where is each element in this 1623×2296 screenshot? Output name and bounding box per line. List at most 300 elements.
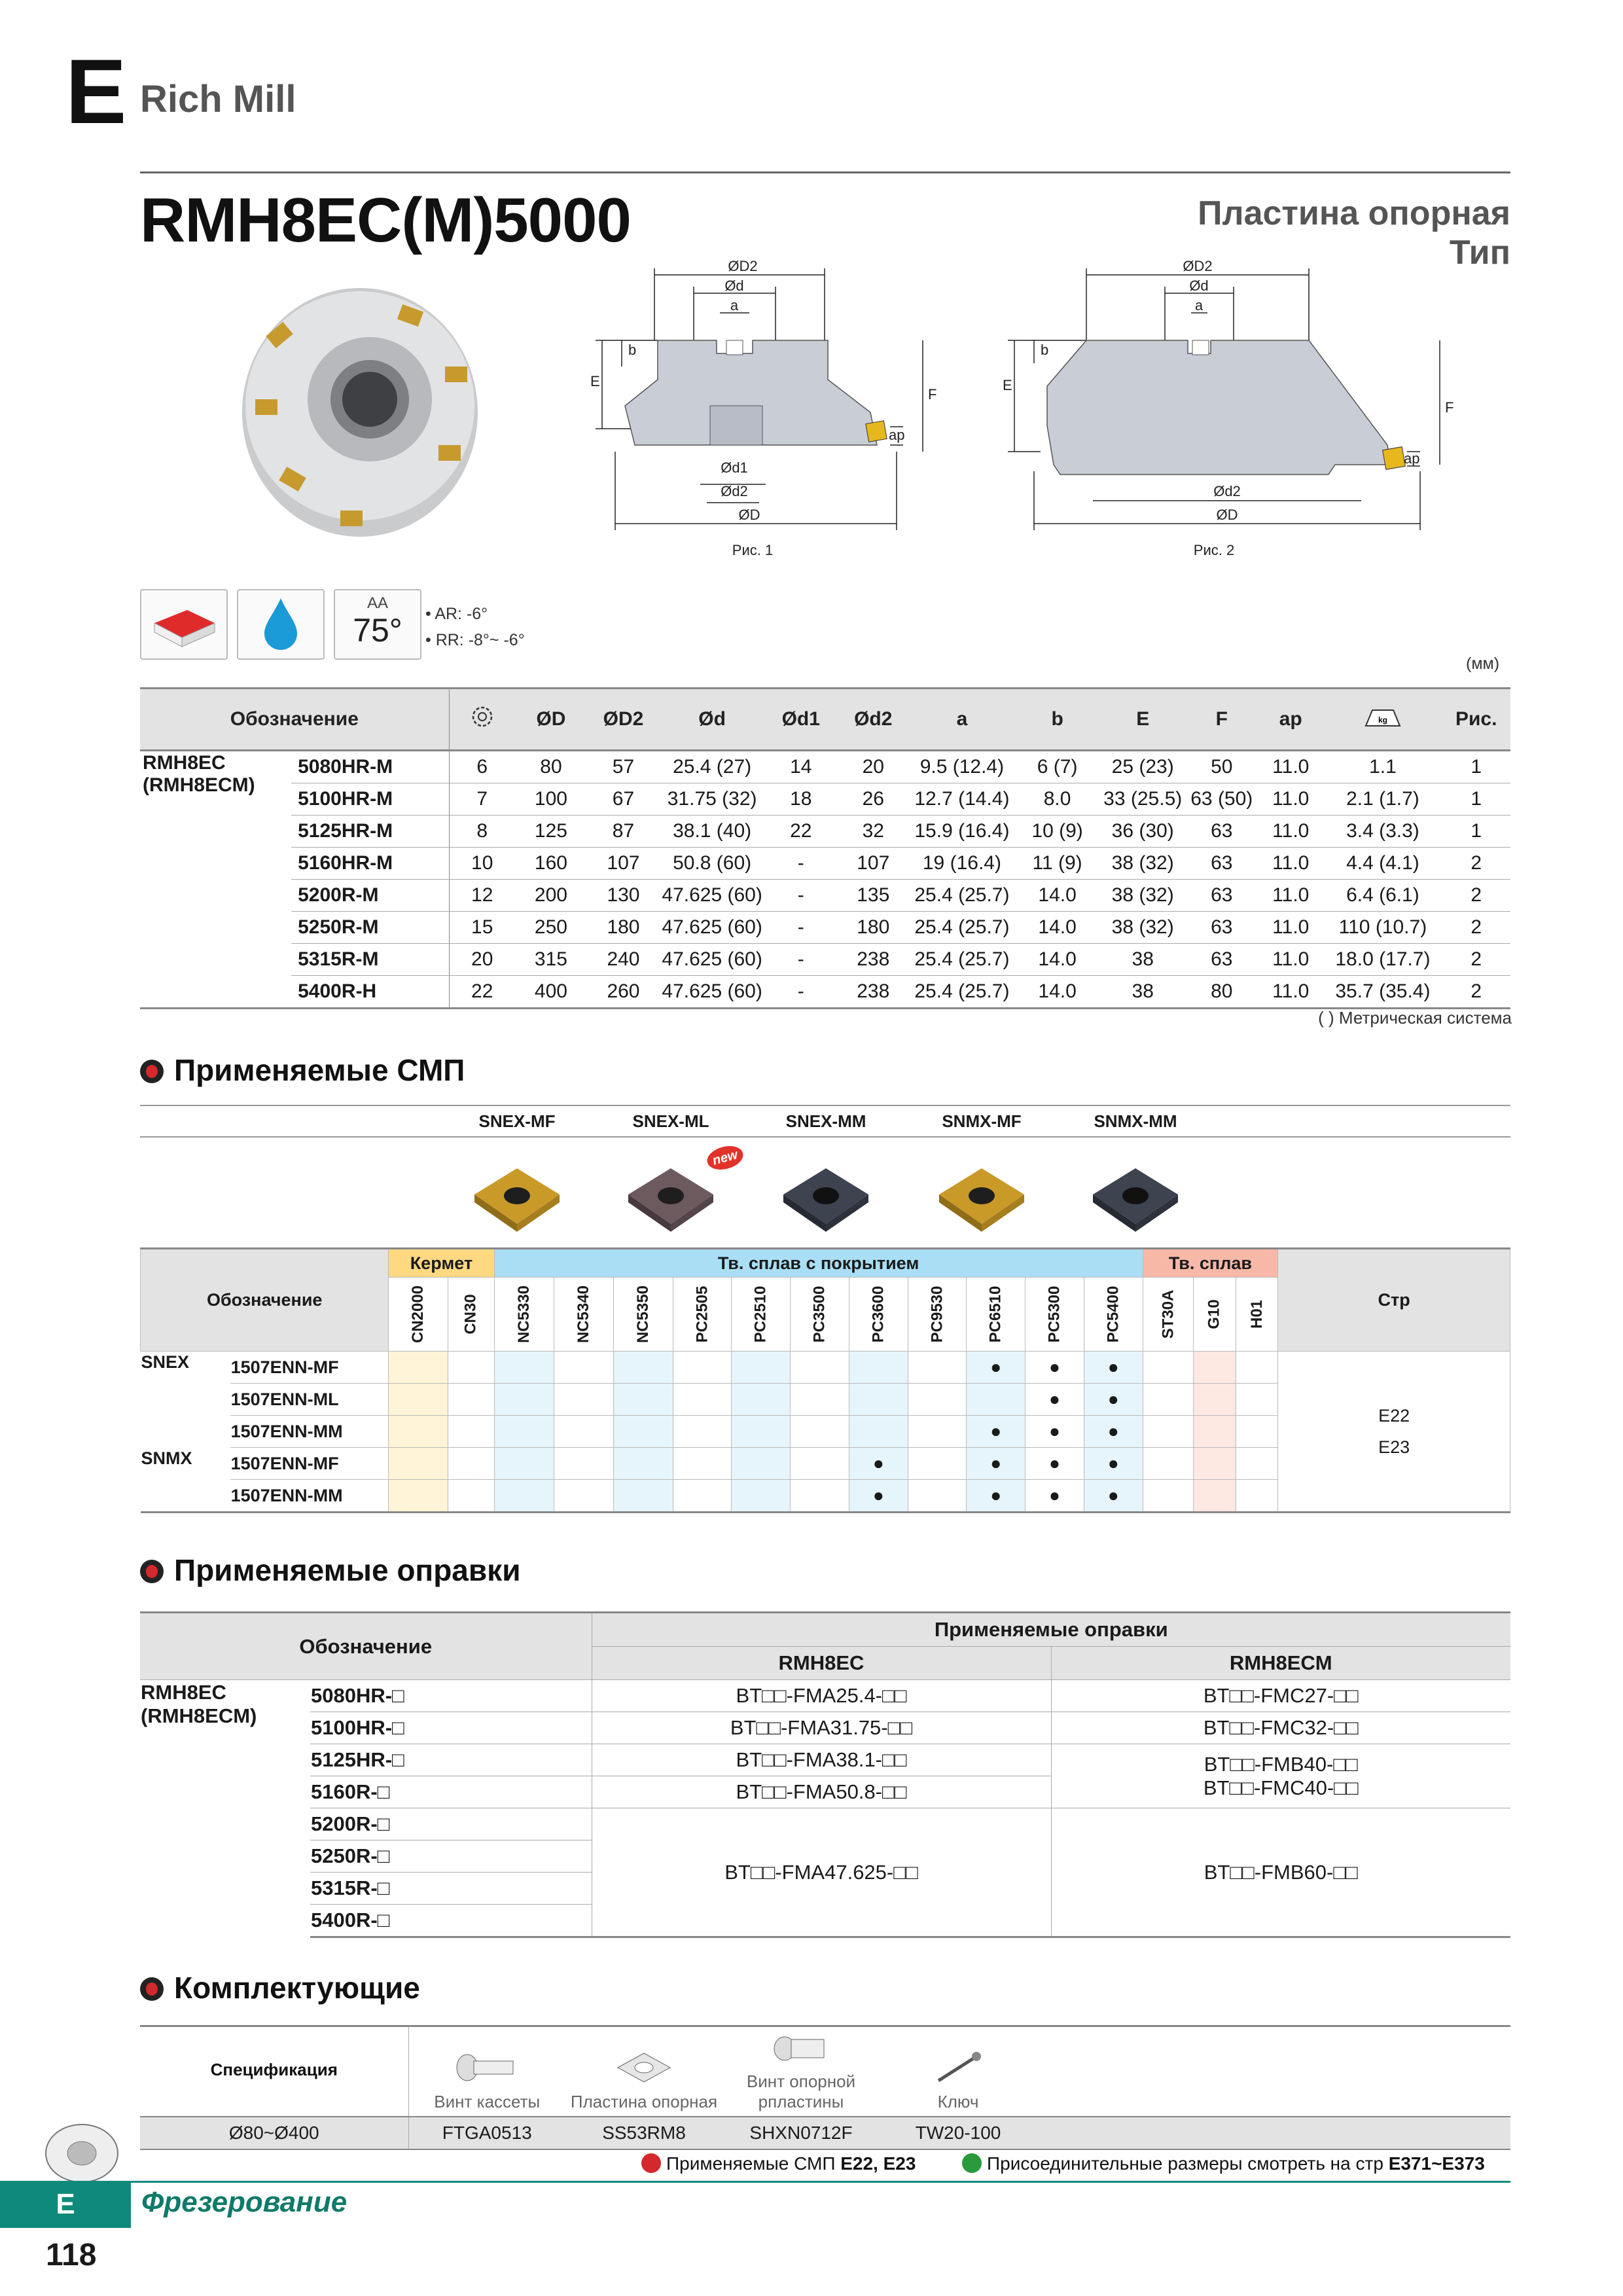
- grade-name: [389, 1278, 448, 1352]
- grade-cell: [1236, 1352, 1278, 1384]
- grade-cell: [732, 1480, 791, 1513]
- fig2-caption: Рис. 2: [1193, 542, 1235, 558]
- grade-cell: [494, 1352, 554, 1384]
- col-d: Ød: [660, 689, 765, 751]
- footer-note2-text: Присоединительные размеры смотреть на стр: [987, 2153, 1383, 2174]
- grade-name: [967, 1278, 1026, 1352]
- holder-ecm-3a: BT□□-FMB40-□□: [1204, 1752, 1358, 1776]
- spec-designation: 5250R-M: [291, 912, 449, 944]
- acc-item-3: [722, 2026, 880, 2117]
- spec-cell: 14.0: [1014, 912, 1100, 944]
- spec-cell: 22: [449, 976, 514, 1009]
- holder-ec-4: BT□□-FMA50.8-□□: [592, 1776, 1051, 1808]
- acc-item-1: [408, 2026, 565, 2117]
- grade-cell: [791, 1352, 849, 1384]
- spec-cell: 11.0: [1258, 751, 1323, 783]
- col-b: b: [1014, 689, 1100, 751]
- holder-row-5: 5200R-□: [310, 1808, 592, 1840]
- grade-cell: [494, 1448, 554, 1480]
- grade-cell: [554, 1448, 613, 1480]
- spec-cell: 67: [587, 783, 660, 816]
- spec-cell: 2: [1442, 944, 1510, 976]
- spec-cell: 107: [587, 848, 660, 880]
- acc-item-3-label: Винт опорной рпластины: [746, 2072, 856, 2111]
- grade-name: [1026, 1278, 1084, 1352]
- grade-cell: [1026, 1352, 1084, 1384]
- grade-name: [908, 1278, 967, 1352]
- grade-cell: [1236, 1384, 1278, 1416]
- spec-row: [140, 816, 1510, 848]
- grade-cell: [554, 1480, 613, 1513]
- wrench-icon: [919, 2048, 997, 2087]
- section-tab: E: [0, 2181, 131, 2228]
- spec-cell: -: [765, 848, 838, 880]
- grade-cell: [448, 1384, 494, 1416]
- spec-row: [140, 751, 1510, 783]
- spec-cell: 18.0 (17.7): [1324, 944, 1442, 976]
- spec-cell: 1: [1442, 751, 1510, 783]
- grade-cell: [1143, 1384, 1194, 1416]
- holder-ecm-1: BT□□-FMC27-□□: [1051, 1680, 1510, 1712]
- holder-ecm-3: [1051, 1744, 1510, 1808]
- footer-note-dimensions: [962, 2153, 1485, 2174]
- holders-group-line2: (RMH8ECM): [141, 1704, 257, 1727]
- grade-cell: [908, 1480, 967, 1513]
- acc-range: Ø80~Ø400: [140, 2117, 408, 2149]
- grade-cell: [389, 1448, 448, 1480]
- fig1-label-b: b: [628, 342, 637, 358]
- spec-cell: 80: [515, 751, 588, 783]
- grade-cell: [908, 1384, 967, 1416]
- spec-cell: 20: [837, 751, 910, 783]
- bullet-icon: [140, 1560, 164, 1583]
- grade-cell: [613, 1416, 673, 1448]
- grade-cell: [448, 1416, 494, 1448]
- grade-cell: [791, 1480, 849, 1513]
- fig1-label-D: ØD: [738, 507, 760, 523]
- insert-label-4: SNMX-MF: [942, 1111, 1022, 1131]
- spec-cell: 87: [587, 816, 660, 848]
- grade-group: SNMX: [141, 1448, 192, 1468]
- col-F: F: [1186, 689, 1258, 751]
- fig2-label-D: ØD: [1216, 507, 1238, 523]
- spec-cell: 25.4 (25.7): [910, 912, 1015, 944]
- spec-cell: 57: [587, 751, 660, 783]
- spec-cell: 10: [449, 848, 514, 880]
- spec-cell: 125: [515, 816, 588, 848]
- angle-label: AA: [366, 594, 388, 612]
- fig2-label-E: E: [1003, 377, 1012, 393]
- col-d2: Ød2: [837, 689, 910, 751]
- spec-cell: 2.1 (1.7): [1324, 783, 1442, 816]
- grade-cell: [1084, 1480, 1143, 1513]
- spec-cell: -: [765, 912, 838, 944]
- spec-cell: 1: [1442, 783, 1510, 816]
- spec-designation: 5125HR-M: [291, 816, 449, 848]
- insert-snex-ml-image: [622, 1158, 720, 1237]
- fig2-label-D2: ØD2: [1183, 258, 1213, 274]
- fig1-label-D2: ØD2: [728, 258, 758, 274]
- spec-cell: 38: [1100, 976, 1186, 1009]
- grade-cell: [791, 1384, 849, 1416]
- spec-cell: 260: [587, 976, 660, 1009]
- grade-name: [791, 1278, 849, 1352]
- holder-row-1: 5080HR-□: [310, 1680, 592, 1712]
- grade-cell: [791, 1448, 849, 1480]
- grade-cell: [732, 1384, 791, 1416]
- spec-cell: 107: [837, 848, 910, 880]
- header-divider: [140, 171, 1510, 173]
- holders-col-ec: RMH8EC: [592, 1647, 1051, 1680]
- insert-shape-icon: [140, 589, 228, 660]
- group-cermet: Кермет: [389, 1249, 494, 1278]
- holders-col-designation: Обозначение: [140, 1613, 592, 1680]
- spec-cell: 2: [1442, 976, 1510, 1009]
- holder-ec-1: BT□□-FMA25.4-□□: [592, 1680, 1051, 1712]
- grade-page-1: E22: [1378, 1406, 1410, 1426]
- screw-icon: [448, 2048, 526, 2087]
- fig2-label-d2: Ød2: [1213, 483, 1241, 499]
- grade-cell: [1084, 1384, 1143, 1416]
- spec-designation: 5315R-M: [291, 944, 449, 976]
- radial-rake: • RR: -8°~ -6°: [425, 631, 525, 649]
- spec-row: [140, 944, 1510, 976]
- holder-row-2: 5100HR-□: [310, 1712, 592, 1744]
- spec-cell: 160: [515, 848, 588, 880]
- drawing-fig2: [1003, 255, 1459, 569]
- acc-item-4-label: Ключ: [937, 2092, 979, 2111]
- acc-code-4: TW20-100: [880, 2117, 1037, 2149]
- spec-cell: 50.8 (60): [660, 848, 765, 880]
- col-D2: ØD2: [587, 689, 660, 751]
- grade-insert-name: 1507ENN-MF: [230, 1352, 389, 1384]
- accessories-heading-text: Комплектующие: [174, 1971, 420, 2005]
- spec-row: [140, 880, 1510, 912]
- acc-code-2: SS53RM8: [565, 2117, 722, 2149]
- spec-cell: 80: [1186, 976, 1258, 1009]
- fig1-label-F: F: [928, 386, 937, 403]
- grade-group: [141, 1384, 230, 1416]
- grade-cell: [1194, 1416, 1236, 1448]
- fig2-label-ap: ap: [1404, 450, 1420, 467]
- insert-label-2: SNEX-ML: [632, 1111, 709, 1131]
- holder-row-3: 5125HR-□: [310, 1744, 592, 1776]
- spec-table: [140, 687, 1510, 1009]
- spec-cell: 63: [1186, 944, 1258, 976]
- grade-cell: [554, 1352, 613, 1384]
- acc-code-3: SHXN0712F: [722, 2117, 880, 2149]
- insert-snex-mm-image: [777, 1158, 875, 1237]
- spec-cell: 18: [765, 783, 838, 816]
- inserts-heading-text: Применяемые СМП: [174, 1053, 465, 1087]
- axial-rake: • AR: -6°: [425, 605, 488, 623]
- spec-cell: -: [765, 944, 838, 976]
- spec-group-line1: RMH8EC: [143, 752, 226, 774]
- grade-name-text: CN30: [461, 1294, 480, 1335]
- grade-row: [141, 1352, 1510, 1384]
- group-coated: Тв. сплав с покрытием: [494, 1249, 1143, 1278]
- spec-cell: 2: [1442, 848, 1510, 880]
- grade-cell: [613, 1448, 673, 1480]
- grade-cell: [967, 1384, 1026, 1416]
- spec-cell: 19 (16.4): [910, 848, 1015, 880]
- fig1-label-d2: Ød2: [721, 483, 748, 499]
- holder-row-6: 5250R-□: [310, 1840, 592, 1873]
- grade-name-text: H01: [1247, 1299, 1266, 1329]
- acc-code-1: FTGA0513: [408, 2117, 565, 2149]
- grade-name-text: NC5340: [574, 1285, 592, 1344]
- cutter-photo: [229, 268, 491, 556]
- spec-row: [140, 976, 1510, 1009]
- spec-cell: 14.0: [1014, 880, 1100, 912]
- grade-cell: [908, 1448, 967, 1480]
- spec-cell: 238: [837, 976, 910, 1009]
- grade-cell: [849, 1448, 908, 1480]
- grade-cell: [1084, 1352, 1143, 1384]
- insert-snmx-mf-image: [933, 1158, 1031, 1237]
- grade-cell: [1236, 1480, 1278, 1513]
- grade-name: [448, 1278, 494, 1352]
- grade-cell: [1194, 1352, 1236, 1384]
- grade-cell: [849, 1480, 908, 1513]
- grade-cell: [1236, 1416, 1278, 1448]
- grade-cell: [554, 1384, 613, 1416]
- footer-note1-text: Применяемые СМП: [666, 2153, 836, 2174]
- holders-heading: [140, 1552, 520, 1588]
- grade-cell: [673, 1416, 732, 1448]
- fig1-label-d1: Ød1: [721, 459, 748, 476]
- grade-name-text: NC5350: [633, 1285, 652, 1344]
- col-fig: Рис.: [1442, 689, 1510, 751]
- spec-cell: 12.7 (14.4): [910, 783, 1015, 816]
- spec-cell: 3.4 (3.3): [1324, 816, 1442, 848]
- spec-cell: 4.4 (4.1): [1324, 848, 1442, 880]
- bullet-icon: [140, 1977, 164, 2001]
- grade-insert-name: 1507ENN-MM: [230, 1480, 389, 1513]
- spec-cell: 63: [1186, 816, 1258, 848]
- grade-name: [849, 1278, 908, 1352]
- spec-cell: 11.0: [1258, 816, 1323, 848]
- spec-cell: 63: [1186, 912, 1258, 944]
- grade-name-text: G10: [1205, 1299, 1224, 1329]
- new-badge: new: [705, 1142, 746, 1173]
- grade-name-text: PC3600: [869, 1285, 887, 1343]
- spec-row: [140, 848, 1510, 880]
- arrow-icon: [641, 2153, 661, 2173]
- spec-cell: 100: [515, 783, 588, 816]
- grade-cell: [1194, 1384, 1236, 1416]
- grade-insert-name: 1507ENN-MM: [230, 1416, 389, 1448]
- holder-ec-2: BT□□-FMA31.75-□□: [592, 1712, 1051, 1744]
- grade-cell: [494, 1384, 554, 1416]
- spec-cell: 8: [449, 816, 514, 848]
- holder-ec-5: BT□□-FMA47.625-□□: [592, 1808, 1051, 1937]
- grade-cell: [448, 1448, 494, 1480]
- grade-name: [1143, 1278, 1194, 1352]
- fig1-label-d: Ød: [724, 278, 744, 294]
- section-tab-line: [131, 2181, 1510, 2183]
- group-carbide: Тв. сплав: [1143, 1249, 1278, 1278]
- holder-row-7: 5315R-□: [310, 1873, 592, 1905]
- fig2-label-F: F: [1445, 399, 1454, 416]
- spec-cell: 38 (32): [1100, 912, 1186, 944]
- spec-cell: 63: [1186, 880, 1258, 912]
- spec-cell: 10 (9): [1014, 816, 1100, 848]
- unit-label: (мм): [1466, 655, 1500, 673]
- insert-label-3: SNEX-MM: [785, 1111, 866, 1131]
- spec-cell: 1.1: [1324, 751, 1442, 783]
- holder-row-8: 5400R-□: [310, 1905, 592, 1937]
- fig1-label-ap: ap: [889, 427, 905, 443]
- grade-cell: [389, 1384, 448, 1416]
- grade-cell: [673, 1448, 732, 1480]
- holders-group: [140, 1680, 310, 1937]
- col-D: ØD: [515, 689, 588, 751]
- col-E: E: [1100, 689, 1186, 751]
- spec-cell: 6: [449, 751, 514, 783]
- spec-cell: 7: [449, 783, 514, 816]
- spec-cell: 14.0: [1014, 976, 1100, 1009]
- accessories-heading: [140, 1970, 420, 2005]
- shim-icon: [605, 2048, 683, 2087]
- spec-cell: 31.75 (32): [660, 783, 765, 816]
- col-teeth-icon: [449, 689, 514, 751]
- inserts-heading: [140, 1052, 465, 1088]
- grade-cell: [1026, 1384, 1084, 1416]
- insert-snex-mf-image: [468, 1158, 566, 1237]
- spec-cell: 38: [1100, 944, 1186, 976]
- holders-group-line1: RMH8EC: [141, 1681, 226, 1704]
- spec-cell: 200: [515, 880, 588, 912]
- grade-name: [494, 1278, 554, 1352]
- svg-text:kg: kg: [1378, 715, 1387, 725]
- grade-cell: [1143, 1480, 1194, 1513]
- spec-designation: 5100HR-M: [291, 783, 449, 816]
- spec-designation: 5160HR-M: [291, 848, 449, 880]
- spec-cell: 22: [765, 816, 838, 848]
- acc-item-2-label: Пластина опорная: [570, 2092, 718, 2111]
- grade-name-text: PC5400: [1104, 1285, 1122, 1343]
- grade-group: [141, 1480, 230, 1513]
- grade-name-text: PC5300: [1045, 1285, 1063, 1343]
- grade-cell: [673, 1384, 732, 1416]
- spec-cell: 63: [1186, 848, 1258, 880]
- spec-cell: 38 (32): [1100, 880, 1186, 912]
- spec-cell: 135: [837, 880, 910, 912]
- grade-cell: [494, 1416, 554, 1448]
- holders-col-ecm: RMH8ECM: [1051, 1647, 1510, 1680]
- inserts-label-line: [140, 1136, 1510, 1138]
- bullet-icon: [140, 1060, 164, 1083]
- holder-ecm-5: BT□□-FMB60-□□: [1051, 1808, 1510, 1937]
- spec-cell: 11 (9): [1014, 848, 1100, 880]
- spec-cell: 238: [837, 944, 910, 976]
- spec-cell: 1: [1442, 816, 1510, 848]
- spec-cell: 15.9 (16.4): [910, 816, 1015, 848]
- grade-cell: [967, 1352, 1026, 1384]
- grade-cell: [908, 1352, 967, 1384]
- grade-col-designation: Обозначение: [141, 1249, 389, 1352]
- spec-cell: 2: [1442, 912, 1510, 944]
- footer-cutter-icon: [39, 2121, 124, 2186]
- grade-cell: [673, 1352, 732, 1384]
- grade-cell: [967, 1448, 1026, 1480]
- page-subtitle: Пластина опорная Тип: [1198, 194, 1510, 272]
- spec-cell: 14.0: [1014, 944, 1100, 976]
- acc-item-4: [880, 2026, 1037, 2117]
- insert-label-1: SNEX-MF: [478, 1111, 556, 1131]
- grade-cell: [908, 1416, 967, 1448]
- grade-cell: [1084, 1416, 1143, 1448]
- grade-name: [732, 1278, 791, 1352]
- arrow-icon: [962, 2153, 982, 2173]
- holders-col-applicable: Применяемые оправки: [592, 1613, 1510, 1647]
- grade-table: [140, 1247, 1510, 1513]
- spec-designation: 5080HR-M: [291, 751, 449, 783]
- inserts-top-line: [140, 1105, 1510, 1106]
- spec-cell: 240: [587, 944, 660, 976]
- grade-cell: [448, 1480, 494, 1513]
- spec-cell: 110 (10.7): [1324, 912, 1442, 944]
- grade-cell: [1194, 1448, 1236, 1480]
- grade-cell: [732, 1352, 791, 1384]
- section-name: Rich Mill: [140, 78, 296, 120]
- holders-table: [140, 1611, 1510, 1938]
- footer-note1-pages: E22, E23: [840, 2153, 916, 2174]
- col-a: a: [910, 689, 1015, 751]
- spec-cell: 47.625 (60): [660, 944, 765, 976]
- spec-cell: 47.625 (60): [660, 912, 765, 944]
- spec-row: [140, 783, 1510, 816]
- spec-cell: 8.0: [1014, 783, 1100, 816]
- spec-cell: 15: [449, 912, 514, 944]
- insert-label-5: SNMX-MM: [1094, 1111, 1177, 1131]
- spec-cell: 9.5 (12.4): [910, 751, 1015, 783]
- spec-cell: 38.1 (40): [660, 816, 765, 848]
- grade-cell: [389, 1480, 448, 1513]
- spec-row: [140, 912, 1510, 944]
- col-d1: Ød1: [765, 689, 838, 751]
- coolant-drop-icon: [237, 589, 325, 660]
- grade-name: [673, 1278, 732, 1352]
- grade-name-text: PC9530: [928, 1285, 946, 1343]
- accessories-spec-label: Спецификация: [140, 2026, 408, 2117]
- grade-insert-name: 1507ENN-ML: [230, 1384, 389, 1416]
- fig1-caption: Рис. 1: [732, 542, 774, 558]
- spec-cell: 25.4 (25.7): [910, 944, 1015, 976]
- spec-cell: 315: [515, 944, 588, 976]
- spec-cell: 50: [1186, 751, 1258, 783]
- spec-cell: 25.4 (25.7): [910, 976, 1015, 1009]
- spec-cell: 36 (30): [1100, 816, 1186, 848]
- grade-cell: [1026, 1416, 1084, 1448]
- section-letter: E: [65, 40, 127, 143]
- category-label: Фрезерование: [141, 2186, 348, 2218]
- holder-ec-3: BT□□-FMA38.1-□□: [592, 1744, 1051, 1776]
- grade-cell: [967, 1480, 1026, 1513]
- fig2-label-d: Ød: [1189, 278, 1209, 294]
- spec-cell: 130: [587, 880, 660, 912]
- grade-col-page: Стр: [1278, 1249, 1510, 1352]
- grade-cell: [1194, 1480, 1236, 1513]
- grade-name-text: PC2505: [693, 1285, 711, 1343]
- grade-name-text: PC6510: [986, 1285, 1005, 1343]
- spec-group-line2: (RMH8ECM): [143, 774, 255, 796]
- spec-cell: 11.0: [1258, 848, 1323, 880]
- grade-cell: [1026, 1480, 1084, 1513]
- grade-name: [1084, 1278, 1143, 1352]
- grade-name: [1236, 1278, 1278, 1352]
